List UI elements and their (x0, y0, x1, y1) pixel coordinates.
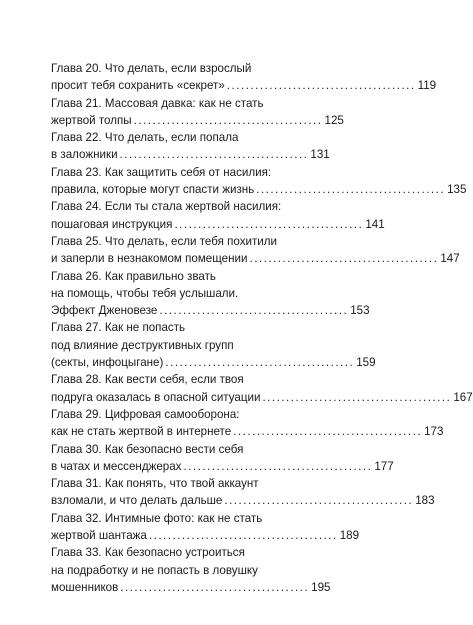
toc-dot-leader: ........................................ (224, 494, 414, 508)
toc-entry-text: взломали, и что делать дальше (51, 494, 223, 508)
toc-entry-text: и заперли в незнакомом помещении (51, 252, 248, 266)
toc-dot-leader: ........................................ (159, 304, 349, 318)
toc-entry (51, 475, 435, 510)
toc-entry (51, 544, 331, 596)
toc-entry-last-line (51, 492, 435, 509)
toc-entry (51, 268, 370, 320)
toc-entry-text: как не стать жертвой в интернете (51, 425, 232, 439)
toc-entry-line (51, 319, 288, 336)
toc-page-number: 173 (424, 425, 444, 439)
toc-entry-last-line (51, 354, 376, 371)
toc-entry-line (51, 285, 288, 302)
toc-entry-last-line (51, 77, 437, 94)
toc-entry-line (51, 164, 288, 181)
toc-dot-leader: ........................................ (183, 459, 373, 473)
toc-page-number: 189 (339, 529, 360, 543)
toc-entry-line (51, 337, 288, 354)
toc-dot-leader: ........................................ (174, 217, 364, 231)
toc-entry-last-line (51, 146, 330, 163)
toc-entry-line (51, 441, 288, 458)
toc-page-number: 141 (365, 217, 385, 231)
toc-entry (51, 129, 330, 164)
toc-entry-text: на помощь, чтобы тебя услышали. (51, 286, 239, 300)
toc-entry-last-line (51, 250, 460, 267)
toc-entry-text: Глава 25. Что делать, если тебя похитили (51, 234, 278, 248)
toc-entry-text: Глава 21. Массовая давка: как не стать (51, 96, 264, 110)
toc-dot-leader: ........................................ (119, 148, 309, 162)
toc-dot-leader: ........................................ (133, 113, 323, 127)
toc-entry (51, 95, 344, 130)
toc-entry-text: в заложники (51, 148, 118, 162)
toc-entry-text: жертвой толпы (51, 113, 132, 127)
toc-entry (51, 510, 360, 545)
toc-entry-text: Глава 30. Как безопасно вести себя (51, 442, 244, 456)
toc-entry-line (51, 544, 288, 561)
toc-page-number: 159 (356, 356, 376, 370)
toc-entry-text: Глава 29. Цифровая самооборона: (51, 407, 240, 421)
toc-entry-text: правила, которые могут спасти жизнь (51, 183, 255, 197)
toc-entry-text: Глава 32. Интимные фото: как не стать (51, 511, 263, 525)
toc-entry-text: в чатах и мессенджерах (51, 459, 182, 473)
toc-dot-leader: ........................................ (226, 79, 416, 93)
toc-entry-text: Глава 24. Если ты стала жертвой насилия: (51, 200, 282, 214)
toc-entry (51, 371, 473, 406)
toc-dot-leader: ........................................ (165, 356, 355, 370)
toc-dot-leader: ........................................ (249, 252, 439, 266)
toc-entry-line (51, 562, 288, 579)
toc-entry-last-line (51, 423, 444, 440)
toc-entry-text: Глава 26. Как правильно звать (51, 269, 216, 283)
toc-page-number: 167 (453, 390, 473, 404)
toc-entry (51, 60, 437, 95)
toc-entry-last-line (51, 527, 360, 544)
toc-entry-line (51, 198, 288, 215)
toc-entry-line (51, 475, 288, 492)
toc-dot-leader: ........................................ (233, 425, 423, 439)
toc-entry-text: (секты, инфоцыгане) (51, 356, 164, 370)
toc-entry-line (51, 233, 288, 250)
toc-dot-leader: ........................................ (148, 529, 338, 543)
toc-dot-leader: ........................................ (256, 183, 446, 197)
toc-entry-last-line (51, 389, 473, 406)
toc-entry-text: подруга оказалась в опасной ситуации (51, 390, 261, 404)
toc-entry-line (51, 268, 288, 285)
table-of-contents (51, 60, 473, 596)
toc-entry-last-line (51, 112, 344, 129)
toc-entry-line (51, 406, 288, 423)
toc-entry (51, 233, 460, 268)
toc-page-number: 177 (374, 459, 394, 473)
toc-page-number: 125 (324, 113, 344, 127)
toc-dot-leader: ........................................ (120, 580, 310, 594)
toc-page-number: 131 (310, 148, 330, 162)
toc-page-number: 153 (350, 304, 370, 318)
toc-entry-last-line (51, 458, 394, 475)
toc-entry-text: Эффект Дженовезе (51, 304, 158, 318)
toc-entry (51, 164, 467, 199)
toc-entry-text: пошаговая инструкция (51, 217, 173, 231)
toc-entry-text: Глава 22. Что делать, если попала (51, 131, 239, 145)
toc-entry (51, 198, 385, 233)
toc-entry-text: Глава 27. Как не попасть (51, 321, 186, 335)
toc-page-number: 135 (447, 183, 467, 197)
toc-entry (51, 406, 444, 441)
toc-entry-text: на подработку и не попасть в ловушку (51, 563, 258, 577)
toc-page-number: 183 (415, 494, 435, 508)
toc-entry-text: Глава 28. Как вести себя, если твоя (51, 373, 244, 387)
toc-entry-text: просит тебя сохранить «секрет» (51, 79, 225, 93)
toc-entry-line (51, 371, 288, 388)
toc-page-number: 147 (440, 252, 460, 266)
toc-page-number: 119 (417, 79, 437, 93)
toc-entry-line (51, 129, 288, 146)
toc-dot-leader: ........................................ (262, 390, 452, 404)
toc-entry-line (51, 95, 288, 112)
toc-entry (51, 441, 394, 476)
toc-entry-last-line (51, 579, 331, 596)
toc-page-number: 195 (311, 580, 331, 594)
toc-entry-text: под влияние деструктивных групп (51, 338, 234, 352)
toc-entry-line (51, 510, 288, 527)
toc-entry-line (51, 60, 288, 77)
toc-entry-text: Глава 33. Как безопасно устроиться (51, 546, 245, 560)
toc-entry-last-line (51, 181, 467, 198)
toc-entry-text: Глава 23. Как защитить себя от насилия: (51, 165, 272, 179)
toc-entry-text: Глава 31. Как понять, что твой аккаунт (51, 477, 259, 491)
toc-entry-text: Глава 20. Что делать, если взрослый (51, 62, 252, 75)
toc-entry (51, 319, 376, 371)
toc-entry-text: жертвой шантажа (51, 529, 147, 543)
toc-entry-last-line (51, 216, 385, 233)
toc-entry-text: мошенников (51, 580, 119, 594)
toc-entry-last-line (51, 302, 370, 319)
